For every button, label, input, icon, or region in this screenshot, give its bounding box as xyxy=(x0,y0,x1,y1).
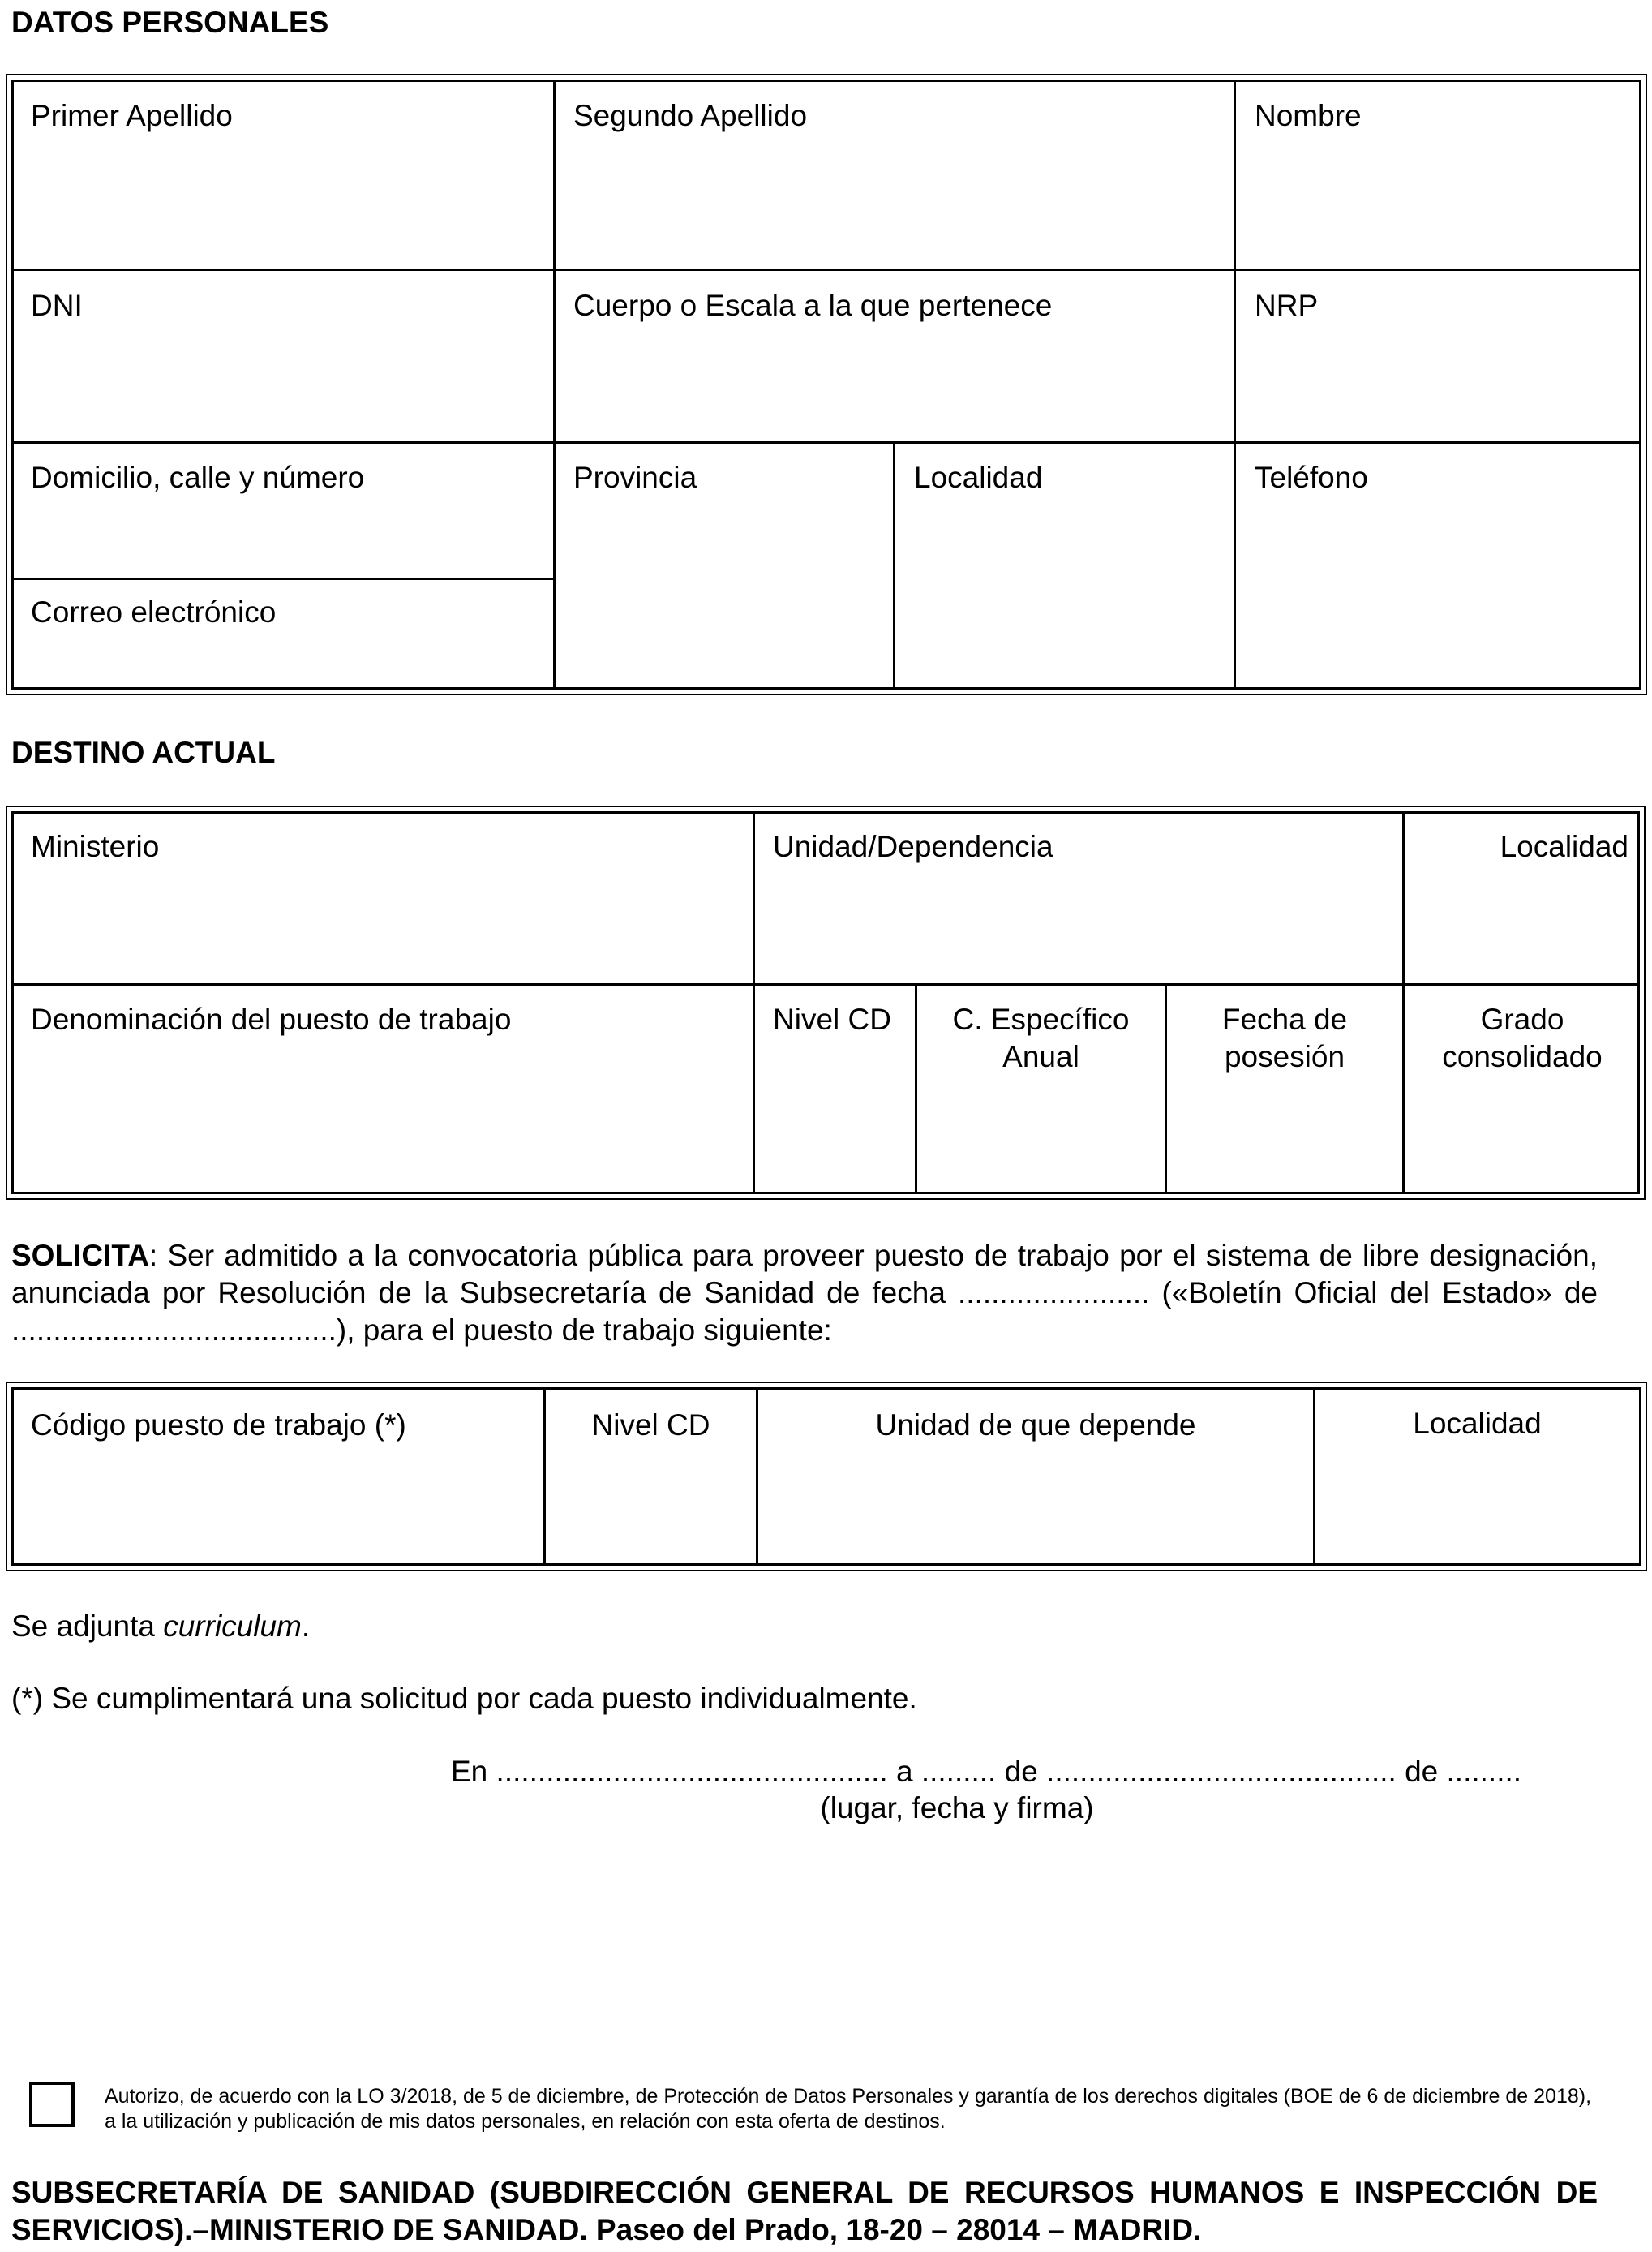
label-nivel-cd: Nivel CD xyxy=(773,1003,891,1036)
label-telefono: Teléfono xyxy=(1255,461,1368,494)
label-unidad-depende: Unidad de que depende xyxy=(875,1408,1196,1442)
label-especifico-line2: Anual xyxy=(1002,1040,1079,1073)
label-grado xyxy=(1405,1001,1640,1076)
consent-text: Autorizo, de acuerdo con la LO 3/2018, de 5 de diciembre, de Protección de Datos Personales y garantía de los derechos digitales (BOE de 6 de diciembre de 2018), a la utilización y publicación de mis datos personales, en relación con esta oferta de destinos. xyxy=(105,2085,1592,2133)
label-localidad-destino: Localidad xyxy=(1500,830,1628,863)
label-segundo-apellido: Segundo Apellido xyxy=(573,99,808,132)
section-heading-personal: DATOS PERSONALES xyxy=(11,6,329,39)
label-especifico-line1: C. Específico xyxy=(952,1003,1130,1036)
adjunta-note xyxy=(11,1608,310,1645)
label-nivel-cd-puesto: Nivel CD xyxy=(591,1408,710,1442)
label-localidad: Localidad xyxy=(914,461,1043,494)
label-denominacion: Denominación del puesto de trabajo xyxy=(31,1003,512,1036)
section-heading-destino: DESTINO ACTUAL xyxy=(11,736,276,769)
solicita-label: SOLICITA xyxy=(11,1239,149,1272)
label-unidad: Unidad/Dependencia xyxy=(773,830,1053,863)
label-fecha-posesion xyxy=(1167,1001,1402,1076)
label-nombre: Nombre xyxy=(1255,99,1362,132)
signature-line[interactable]: En ............................................... a ......... de .......................................... de ......... xyxy=(451,1755,1522,1788)
label-nrp: NRP xyxy=(1255,289,1319,322)
label-domicilio: Domicilio, calle y número xyxy=(31,461,365,494)
signature-caption: (lugar, fecha y firma) xyxy=(820,1791,1094,1824)
label-cuerpo: Cuerpo o Escala a la que pertenece xyxy=(573,289,1053,322)
label-localidad-puesto: Localidad xyxy=(1413,1407,1542,1440)
asterisk-note: (*) Se cumplimentará una solicitud por cada puesto individualmente. xyxy=(11,1682,917,1715)
dni-field[interactable] xyxy=(14,271,553,441)
consent-checkbox[interactable] xyxy=(29,2082,75,2127)
label-provincia: Provincia xyxy=(573,461,697,494)
label-fecha-line1: Fecha de xyxy=(1221,1003,1348,1036)
label-dni: DNI xyxy=(31,289,83,322)
label-correo: Correo electrónico xyxy=(31,595,277,629)
label-especifico xyxy=(917,1001,1165,1076)
label-ministerio: Ministerio xyxy=(31,830,160,863)
footer-address: SUBSECRETARÍA DE SANIDAD (SUBDIRECCIÓN GENERAL DE RECURSOS HUMANOS E INSPECCIÓN DE SERVICIOS).–MINISTERIO DE SANIDAD. Paseo del Prado, 18-20 – 28014 – MADRID. xyxy=(11,2176,1598,2246)
adjunta-italic: curriculum xyxy=(163,1609,302,1643)
label-grado-line1: Grado xyxy=(1480,1003,1564,1036)
adjunta-suffix: . xyxy=(301,1609,311,1643)
adjunta-prefix: Se adjunta xyxy=(11,1609,164,1643)
solicita-paragraph xyxy=(11,1237,1598,1349)
solicita-text: : Ser admitido a la convocatoria pública para proveer puesto de trabajo por el sistema de libre designación, anunciada por Resolución de la Subsecretaría de Sanidad de fecha ....................... («Boletín Oficial del Estado» de .......................................), para el puesto de trabajo siguiente: xyxy=(11,1239,1598,1347)
label-grado-line2: consolidado xyxy=(1442,1040,1603,1073)
label-primer-apellido: Primer Apellido xyxy=(31,99,233,132)
label-fecha-line2: posesión xyxy=(1224,1040,1345,1073)
label-codigo-puesto: Código puesto de trabajo (*) xyxy=(31,1408,406,1442)
